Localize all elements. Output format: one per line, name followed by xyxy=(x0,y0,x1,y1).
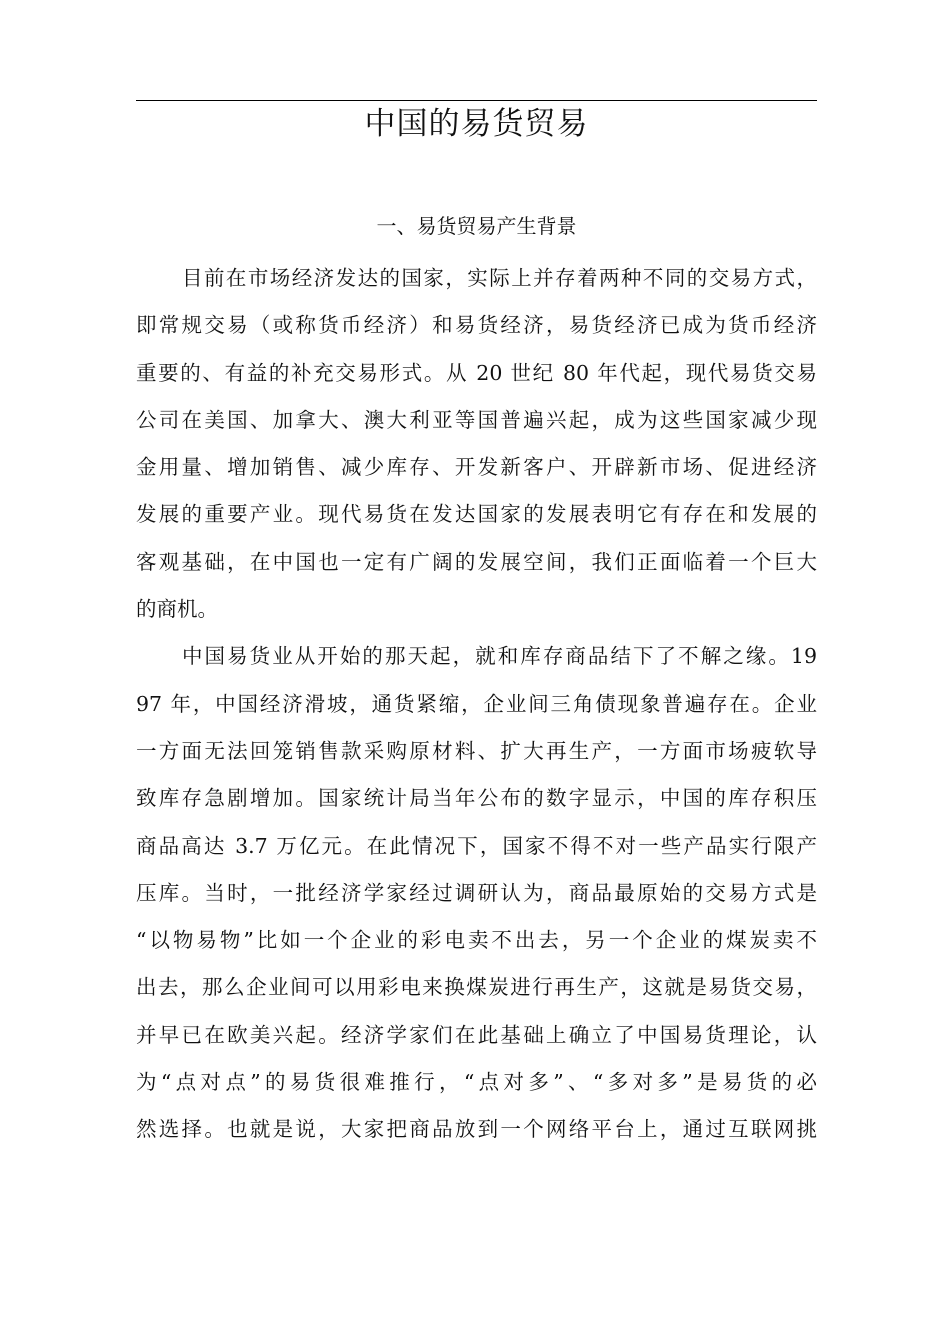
paragraph-china-barter xyxy=(136,633,817,1153)
paragraph-line: 的商机。 xyxy=(136,597,218,622)
paragraph-line: 压库。当时，一批经济学家经过调研认为，商品最原始的交易方式是 xyxy=(136,880,817,905)
paragraph-line: 商品高达 3.7 万亿元。在此情况下，国家不得不对一些产品实行限产 xyxy=(136,833,817,858)
paragraph-background xyxy=(136,255,817,633)
paragraph-line: 金用量、增加销售、减少库存、开发新客户、开辟新市场、促进经济 xyxy=(136,455,817,480)
paragraph-line: 中国易货业从开始的那天起，就和库存商品结下了不解之缘。19 xyxy=(182,644,817,669)
paragraph-line: 一方面无法回笼销售款采购原材料、扩大再生产，一方面市场疲软导 xyxy=(136,738,817,763)
document-title: 中国的易货贸易 xyxy=(364,106,589,142)
section-heading: 一、易货贸易产生背景 xyxy=(376,214,577,238)
body-text xyxy=(136,255,817,1154)
paragraph-line: 致库存急剧增加。国家统计局当年公布的数字显示，中国的库存积压 xyxy=(136,786,817,811)
paragraph-line: 出去，那么企业间可以用彩电来换煤炭进行再生产，这就是易货交易， xyxy=(136,975,817,1000)
paragraph-line: 并早已在欧美兴起。经济学家们在此基础上确立了中国易货理论，认 xyxy=(136,1022,817,1047)
paragraph-line: 客观基础，在中国也一定有广阔的发展空间，我们正面临着一个巨大 xyxy=(136,549,817,574)
paragraph-line: 目前在市场经济发达的国家，实际上并存着两种不同的交易方式， xyxy=(182,266,817,290)
paragraph-line: 即常规交易（或称货币经济）和易货经济，易货经济已成为货币经济 xyxy=(136,313,817,338)
paragraph-line: “以物易物”比如一个企业的彩电卖不出去，另一个企业的煤炭卖不 xyxy=(136,928,817,953)
paragraph-line: 发展的重要产业。现代易货在发达国家的发展表明它有存在和发展的 xyxy=(136,502,817,527)
paragraph-line: 97 年，中国经济滑坡，通货紧缩，企业间三角债现象普遍存在。企业 xyxy=(136,691,817,716)
paragraph-line: 重要的、有益的补充交易形式。从 20 世纪 80 年代起，现代易货交易 xyxy=(136,360,817,385)
paragraph-line: 为“点对点”的易货很难推行，“点对多”、“多对多”是易货的必 xyxy=(136,1070,817,1095)
paragraph-line: 然选择。也就是说，大家把商品放到一个网络平台上，通过互联网挑 xyxy=(136,1117,817,1142)
paragraph-line: 公司在美国、加拿大、澳大利亚等国普遍兴起，成为这些国家减少现 xyxy=(136,407,817,432)
